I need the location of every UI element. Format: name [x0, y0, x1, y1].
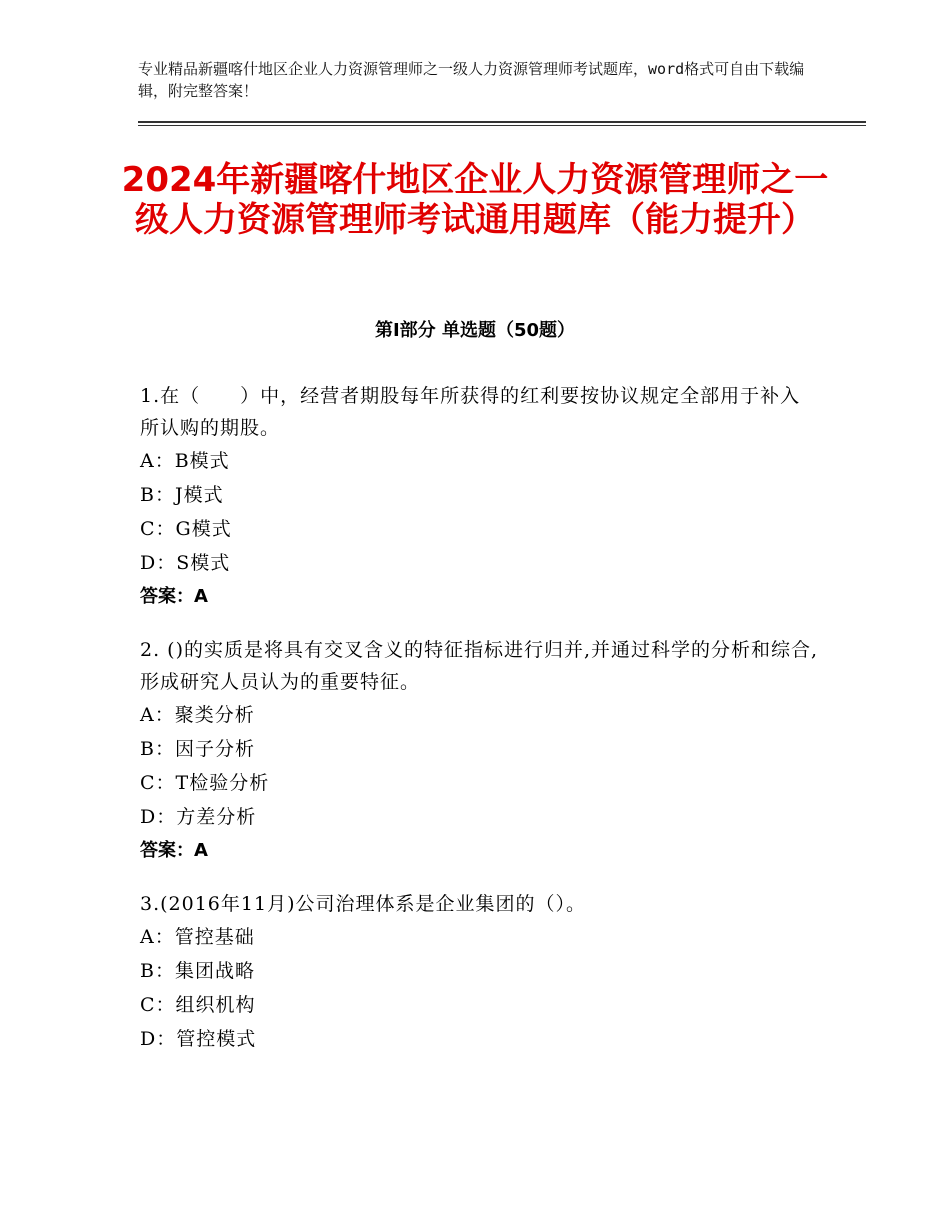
option-c: C：G模式 [140, 518, 232, 540]
question-stem: 3.(2016年11月)公司治理体系是企业集团的（）。 [140, 893, 586, 915]
answer-line: 答案：A [140, 586, 208, 607]
option-d: D：管控模式 [140, 1028, 257, 1050]
option-b: B：J模式 [140, 484, 224, 506]
header-divider-thin [138, 125, 866, 126]
question-1 [140, 380, 820, 614]
option-c: C：组织机构 [140, 994, 256, 1016]
option-c: C：T检验分析 [140, 772, 270, 794]
section-heading: 第Ⅰ部分 单选题（50题） [374, 320, 575, 341]
header-note: 专业精品新疆喀什地区企业人力资源管理师之一级人力资源管理师考试题库，word格式可自由下载编辑，附完整答案！ [138, 60, 805, 100]
option-a: A：聚类分析 [140, 704, 255, 726]
option-b: B：集团战略 [140, 960, 255, 982]
option-d: D：S模式 [140, 552, 231, 574]
option-d: D：方差分析 [140, 806, 257, 828]
answer-line: 答案：A [140, 840, 208, 861]
question-list [140, 380, 820, 1076]
header-divider [138, 121, 866, 123]
question-stem: 2. ()的实质是将具有交叉含义的特征指标进行归并,并通过科学的分析和综合,形成研究人员认为的重要特征。 [140, 639, 819, 693]
option-a: A：管控基础 [140, 926, 255, 948]
document-title: 2024年新疆喀什地区企业人力资源管理师之一级人力资源管理师考试通用题库（能力提升） [121, 160, 829, 240]
option-b: B：因子分析 [140, 738, 255, 760]
question-stem: 1.在（ ）中，经营者期股每年所获得的红利要按协议规定全部用于补入所认购的期股。 [140, 385, 801, 439]
option-a: A：B模式 [140, 450, 230, 472]
question-2 [140, 634, 820, 868]
question-3 [140, 888, 820, 1056]
